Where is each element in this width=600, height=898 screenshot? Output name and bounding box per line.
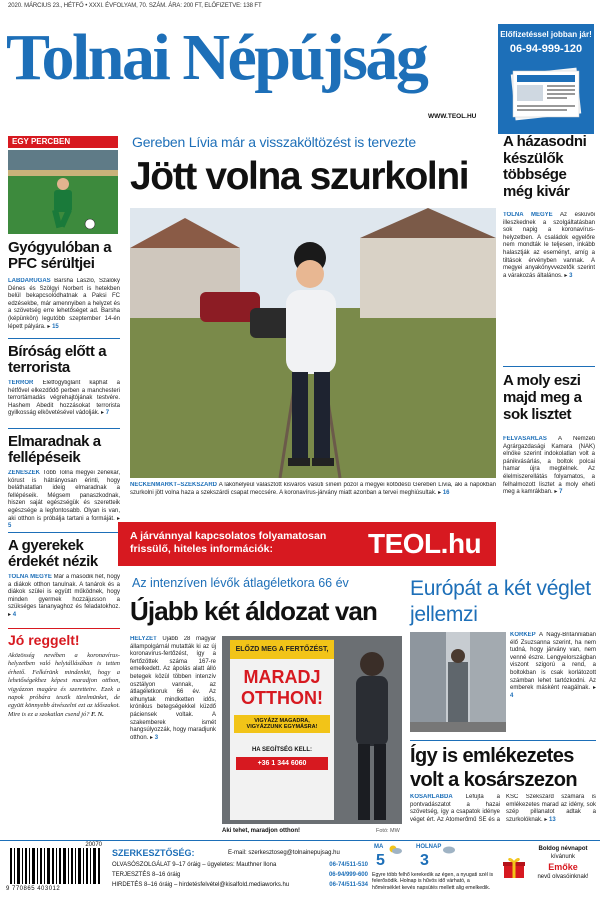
ad-banner-text: A járvánnyal kapcsolatos folyamatosan frissülő, hiteles információk: bbox=[130, 530, 327, 555]
masthead-title[interactable]: Tolnai Népújság bbox=[6, 21, 427, 94]
contact-row-2: TERJESZTÉS 8–16 óráig 06-94/999-600 bbox=[112, 872, 368, 878]
weather-today-temp: 5 bbox=[376, 852, 385, 869]
lead-kicker-headline[interactable]: Gereben Lívia már a visszaköltözést is tervezte bbox=[132, 134, 416, 150]
teol-logo: TEOL.hu bbox=[368, 528, 482, 559]
story-zeneszek-body: ZENÉSZEK Több Tolna megyei zenekar, kórust is hátrányosan érinti, hogy beláthatatlan ideig elmaradnak a fellépéseik. Mégsem panaszkodnak, hiszen saját egészségük és szeretteik egészsége a legfontosabb. Olyan is van, aki otthon is próbálja tartani a formáját. ▸ 5 bbox=[8, 470, 120, 530]
footer-top-rule bbox=[0, 840, 600, 841]
promo-text: Előfizetéssel jobban jár! bbox=[500, 30, 592, 39]
divider bbox=[8, 428, 120, 429]
divider bbox=[503, 366, 595, 367]
football-photo[interactable] bbox=[8, 150, 118, 234]
barcode: 20070 9 770865 403012 bbox=[6, 842, 106, 896]
stay-home-poster-photo[interactable] bbox=[222, 636, 402, 824]
nameday-box[interactable] bbox=[502, 842, 596, 896]
weather-tomorrow-label: HOLNAP bbox=[416, 844, 442, 850]
divider bbox=[410, 740, 596, 741]
poster-caption: Aki tehet, maradjon otthon! bbox=[222, 828, 300, 834]
europe-photo[interactable] bbox=[410, 632, 506, 732]
poster-main-2: OTTHON! bbox=[241, 688, 323, 708]
subscription-promo[interactable] bbox=[498, 24, 594, 134]
divider bbox=[8, 338, 120, 339]
weather-today-label: MA bbox=[374, 844, 384, 850]
story-moly-body: FELVÁSÁRLÁS A Nemzeti Agrárgazdasági Kamara (NAK) elnöke szerint indokolatlan volt a pánikvásárlás, a boltok polcai hamar újra megtelnek. Az élelmiszerellátás folyamatos, a felhalmozott lisztet a moly eheti meg a kamrákban. ▸ 7 bbox=[503, 436, 595, 496]
nameday-sub2: nevű olvasóinknak! bbox=[537, 874, 589, 880]
weather-text: Egyre több felhő kerekedik az égen, a nyugati szél is felerősödik. Holnap is hűvös idő várható, a hőmérséklet kevés napsütés mellett alig emelkedik. bbox=[372, 872, 494, 891]
poster-help-phone: +36 1 344 6060 bbox=[236, 757, 328, 770]
basket-headline[interactable]: Így is emlékezetes volt a kosárszezon bbox=[410, 745, 578, 791]
dateline: 2020. MÁRCIUS 23., HÉTFŐ • XXXI. ÉVFOLYAM, 70. SZÁM. ÁRA: 200 FT, ELŐFIZETVE: 138 FT bbox=[8, 3, 262, 9]
sun-cloud-icon bbox=[388, 844, 402, 854]
nameday-name: Emőke bbox=[548, 862, 578, 872]
story-pfc-headline[interactable]: Gyógyulóban a PFC sérültjei bbox=[8, 239, 112, 272]
poster-main-1: MARADJ bbox=[243, 667, 321, 687]
barcode-bars bbox=[6, 848, 106, 886]
section2-body: HELYZET Újabb 28 magyar állampolgárnál mutatták ki az új koronavírus-fertőzést, így a fertőzöttek száma 167-re emelkedett. Az ápolás alatt álló betegek közül többen intenzív osztályon vannak, az átlagéletkoruk 66 év. Az elhunytak mindketten idős, krónikus betegségekkel küzdő páciensek voltak. A szakemberek ismét hangsúlyozzák, hogy maradjunk otthon. ▸ 3 bbox=[130, 636, 216, 741]
newspaper-stack-icon bbox=[507, 63, 585, 123]
poster-top-banner: ELŐZD MEG A FERTŐZÉST, bbox=[230, 640, 334, 659]
cloud-icon bbox=[442, 844, 456, 854]
promo-phone: 06-94-999-120 bbox=[509, 43, 583, 55]
story-moly-headline[interactable]: A moly eszi majd meg a sok lisztet bbox=[503, 372, 582, 423]
story-zeneszek-headline[interactable]: Elmaradnak a fellépéseik bbox=[8, 433, 101, 466]
divider bbox=[8, 532, 120, 533]
lead-headline[interactable]: Jött volna szurkolni bbox=[130, 155, 469, 198]
poster-credit: Fotó: MW bbox=[376, 828, 400, 834]
section2-kicker-headline[interactable]: Az intenzíven lévők átlagéletkora 66 év bbox=[132, 576, 349, 590]
story-hazasodni-headline[interactable]: A házasodni készülők többsége még kivár bbox=[503, 133, 587, 200]
lead-photo[interactable] bbox=[130, 208, 496, 478]
story-hazasodni-body: TOLNA MEGYE Az esküvői illeszkednek a szolgáltatásban sok napig a koronavírus-helyzetben. A családok egyelőre nem mondták le teljesen, inkább halasztják az eseményt, amíg a tiltások érvényben vannak. A megyei anyakönyvvezetők szerint a várakozás általános. ▸ 3 bbox=[503, 212, 595, 279]
weather-box[interactable] bbox=[372, 842, 498, 896]
story-gyerekek-headline[interactable]: A gyerekek érdekét nézik bbox=[8, 537, 98, 570]
greeting-title[interactable]: Jó reggelt! bbox=[8, 632, 80, 648]
greeting-divider bbox=[8, 628, 120, 629]
greeting-body: Aközösség nevében a koronavírus-helyzetben való helytállásában is tetten érhető. Felkérünk mindenkit, hogy a lehetőségekhez képest maradjon otthon, vigyázzon magára és szeretteire. Ezek a napok próbára teszik türelmünket, de együtt könnyebb átvészelni ezt az időszakot. Mire is ez a szokatlan csend jó? F. N. bbox=[8, 652, 120, 718]
gift-icon bbox=[502, 856, 526, 880]
nameday-sub: kívánunk bbox=[550, 854, 575, 860]
europe-headline[interactable]: Európát a két véglet jellemzi bbox=[410, 577, 591, 626]
editorial-email[interactable]: E-mail: szerkesztoseg@tolnainepujsag.hu bbox=[228, 850, 340, 856]
contact-row-3: HIRDETÉS 8–16 óráig – hirdetésfelvétel@kisalfold.mediaworks.hu 06-74/511-534 bbox=[112, 882, 368, 888]
weather-tomorrow-temp: 3 bbox=[420, 852, 429, 869]
europe-body: KÓRKÉP A Nagy-Britanniában élő Zsuzsanna szerint, ha nem tudná, hogy járvány van, nem venné észre. Lengyelországban viszont szigorú a rend, a boltokban is csak korlátozott számban lehet tartózkodni. Az emberek másként reagálnak. ▸ 4 bbox=[510, 632, 596, 699]
person-silhouette bbox=[346, 646, 396, 822]
section2-headline[interactable]: Újabb két áldozat van bbox=[130, 596, 377, 626]
story-pfc-body: LABDARÚGÁS Barsha László, Szalóky Dénes és Szölgyi Norbert is hetekben belül bekapcsolódhatnak a Paksi FC edzésekbe, már amennyiben a helyzet és a szövetség erre lehetőséget ad. Barsha (képünkön) legutóbb szeptember 14-én lépett pályára. ▸ 15 bbox=[8, 278, 120, 330]
poster-help-label: HA SEGÍTSÉG KELL: bbox=[251, 747, 313, 753]
poster bbox=[230, 640, 334, 820]
story-gyerekek-body: TOLNA MEGYE Már a második hét, hogy a diákok otthon tanulnak. A tanárok és a diákok szülei is együtt működnek, hogy minden gyermek hozzájusson a szükséges tananyaghoz és feladatokhoz. ▸ 4 bbox=[8, 574, 120, 618]
section-label: EGY PERCBEN bbox=[8, 136, 118, 148]
poster-sub: VIGYÁZZ MAGADRA, VIGYÁZZUNK EGYMÁSRA! bbox=[234, 715, 330, 733]
editorial-label: SZERKESZTŐSÉG: bbox=[112, 848, 195, 858]
lead-caption: NECKENMARKT–SZEKSZÁRD A lakóhelyéül választott kisváros vasúti sínein pózol a megyei kötődésű Gereben Lívia, aki a napokban szurkolni jött volna haza a szekszárdi csapat meccsére. A koronavírus-járvány miatt azonban a tervei meghiúsultak. ▸ 16 bbox=[130, 482, 496, 496]
contact-row-1: OLVASÓSZOLGÁLAT 9–17 óráig – ügyeletes: Mauthner Ilona 06-74/511-510 bbox=[112, 862, 368, 868]
masthead-url[interactable]: WWW.TEOL.HU bbox=[428, 113, 477, 120]
teol-ad-banner[interactable] bbox=[118, 522, 496, 566]
nameday-title: Boldog névnapot bbox=[538, 846, 588, 852]
story-terror-body: TERROR Életfogytiglant kaphat a hétfővel elkezdődő perben a manchesteri terrortámadás végrehajtójának testvére. Hashem Abedit hozzásokat terrorista gyilkosság elkövetésével vádolják. ▸ 7 bbox=[8, 380, 120, 417]
story-terror-headline[interactable]: Bíróság előtt a terrorista bbox=[8, 343, 107, 376]
basket-body: KOSÁRLABDA Lefújta a pontvadászatot a hazai szövetség, így a csapatok idénye véget ért. Az Atomerőmű SE és a KSC Szekszárd számára is emlékezetes marad az idény, sok szép pillanatot adtak a szurkolóknak. ▸ 13 bbox=[410, 794, 596, 823]
